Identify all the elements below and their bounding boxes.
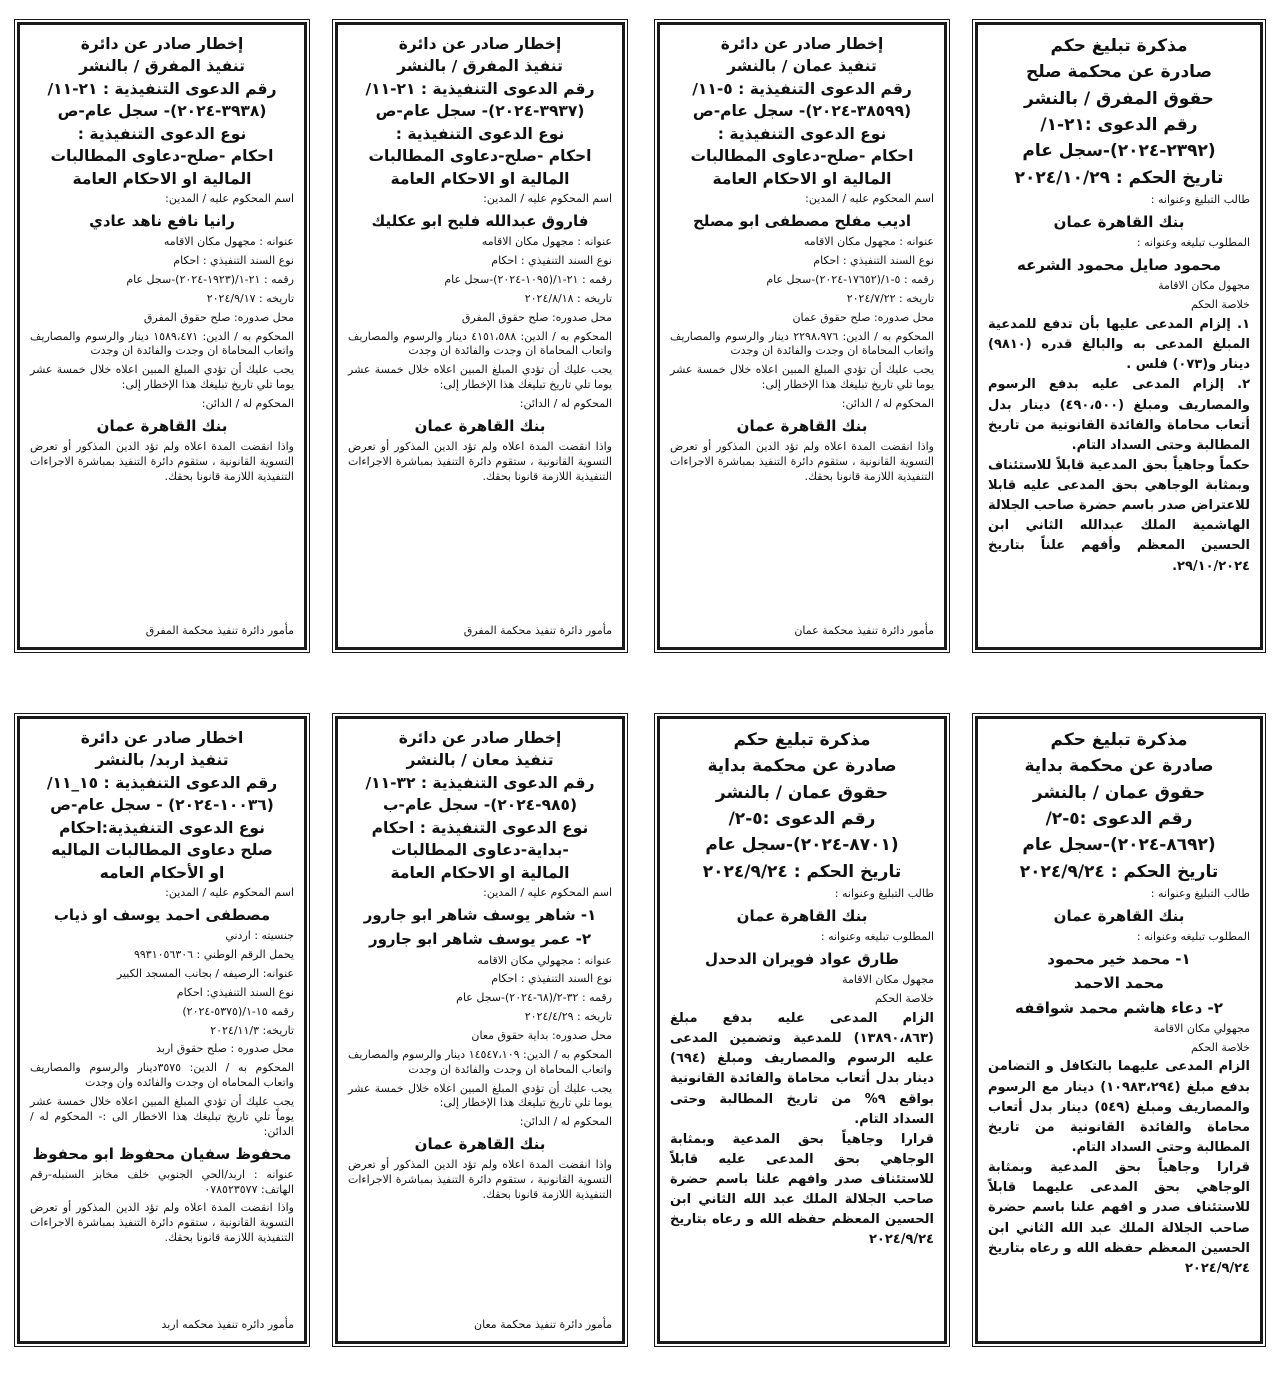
notice-heading-line: نوع الدعوى التنفيذية : <box>717 124 887 143</box>
notice-judgment-mafraq <box>975 22 1263 650</box>
notice-signature: مأمور دائرة تنفيذ محكمة المفرق <box>463 624 612 638</box>
notice-heading-line: اخطار صادر عن دائرة <box>80 729 244 747</box>
party-name: بنك القاهرة عمان <box>736 906 868 925</box>
ruling-paragraph: ١. إلزام المدعى عليها بأن تدفع للمدعية المبلغ المدعى به والبالغ قدره (٩٨١٠) دينار و(٠٧٣) فلس . <box>988 316 1250 373</box>
party-name: اديب مفلح مصطفى ابو مصلح <box>692 212 912 231</box>
notice-heading-line: تاريخ الحكم : ٢٠٢٤/٩/٢٤ <box>702 861 902 882</box>
notice-text: رقمه : ٥-١/(١٧٦٥٢-٢٠٢٤)-سجل عام <box>766 273 934 287</box>
notice-text: خلاصة الحكم <box>874 992 934 1006</box>
notice-text: عنوانه : مجهولي مكان الاقامه <box>477 953 612 967</box>
notice-execution-maan <box>335 716 625 1344</box>
notice-text: يجب عليك أن تؤدي المبلغ المبين اعلاه خلال خمسة عشر يوماً تلي تاريخ تبليغك هذا الاخطار الى :- المحكوم له / الدائن: <box>30 1094 294 1138</box>
notice-text: واذا انقضت المدة اعلاه ولم تؤد الدين المذكور أو تعرض التسوية القانونية ، ستقوم دائرة التنفيذ بمباشرة الاجراءات التنفيذية اللازمة قانونا بحقك. <box>670 440 934 483</box>
notice-text: عنوانه : مجهول مكان الاقامه <box>803 235 934 249</box>
notice-text: يجب عليك أن تؤدي المبلغ المبين اعلاه خلال خمسة عشر يوما تلي تاريخ تبليغك هذا الإخطار إلى: <box>30 363 294 392</box>
notice-text: المطلوب تبليغه وعنوانه : <box>1136 930 1250 944</box>
notice-execution-mafraq-3938 <box>17 22 307 650</box>
notice-text: واذا انقضت المدة اعلاه ولم تؤد الدين المذكور أو تعرض التسوية القانونية ، ستقوم دائرة التنفيذ بمباشرة الاجراءات التنفيذية اللازمة قانونا بحقك. <box>30 440 294 483</box>
notice-heading-line: رقم الدعوى :٥-٢/ <box>728 809 876 830</box>
notice-text: مجهول مكان الاقامة <box>1158 279 1250 293</box>
party-name: بنك القاهرة عمان <box>414 1135 546 1154</box>
notice-text: محل صدوره: صلح حقوق المفرق <box>461 310 612 324</box>
notice-text: اسم المحكوم عليه / المدين: <box>165 886 294 900</box>
notice-heading-line: احكام -صلح-دعاوى المطالبات <box>368 147 592 166</box>
notice-heading-line: صلح دعاوى المطالبات الماليه <box>51 841 273 860</box>
notice-text: تاريخه : ٢٠٢٤/٧/٢٢ <box>846 291 934 305</box>
ruling-paragraph: الزام المدعى عليهما بالتكافل و التضامن بدفع مبلغ (١٠٩٨٣،٢٩٤) دينار مع الرسوم والمصاريف ومبلغ (٥٤٩) دينار بدل أتعاب محاماة والفائدة القانونية من تاريخ المطالبة وحتى السداد التام. <box>988 1059 1251 1155</box>
notice-heading-line: -بداية-دعاوى المطالبات <box>391 841 569 860</box>
notice-heading-line: رقم الدعوى :٥-٢/ <box>1045 809 1193 830</box>
notice-heading-line: رقم الدعوى :٢١-١/ <box>1040 115 1198 136</box>
party-name: ٢- عمر يوسف شاهر ابو جارور <box>368 930 592 949</box>
notice-text: يجب عليك أن تؤدي المبلغ المبين اعلاه خلال خمسة عشر يوما تلي تاريخ تبليغك هذا الإخطار إلى: <box>348 363 612 392</box>
notice-text: المطلوب تبليغه وعنوانه : <box>1136 236 1250 250</box>
notice-heading-line: رقم الدعوى التنفيذية : ١٥_١١/ <box>46 773 278 792</box>
notice-heading-line: رقم الدعوى التنفيذية : ٥-١١/ <box>692 79 912 98</box>
notice-text: اسم المحكوم عليه / المدين: <box>805 192 934 206</box>
party-name: محفوظ سفيان محفوظ ابو محفوظ <box>32 1144 292 1163</box>
notice-text: المحكوم له / الدائن: <box>519 1115 612 1129</box>
notice-signature: مأمور دائرة تنفيذ محكمة معان <box>474 1318 612 1332</box>
notice-text: تاريخه: ٢٠٢٤/١١/٣ <box>210 1023 294 1037</box>
notice-text: واذا انقضت المدة اعلاه ولم تؤد الدين المذكور أو تعرض التسوية القانونية ، ستقوم دائرة التنفيذ بمباشرة الاجراءات التنفيذية اللازمة قانونا بحقك. <box>348 440 612 483</box>
notice-text: رقمه ١٥-١/(٥٣٧٥-٢٠٢٤) <box>182 1004 294 1018</box>
notice-heading-line: تنفيذ المفرق / بالنشر <box>79 57 245 76</box>
party-name: طارق عواد فويران الدحدل <box>704 950 900 968</box>
notice-text: جنسيته : اردني <box>225 929 294 943</box>
notice-text: اسم المحكوم عليه / المدين: <box>165 192 294 206</box>
notice-heading-line: (١٠٠٣٦-٢٠٢٤) - سجل عام-ص <box>50 796 274 815</box>
notice-text: نوع السند التنفيذي : احكام <box>491 254 612 268</box>
notice-heading-line: المالية او الاحكام العامة <box>390 169 570 188</box>
notice-heading-line: (٣٩٣٧-٢٠٢٤)- سجل عام-ص <box>375 102 585 121</box>
notice-heading-line: نوع الدعوى التنفيذية : <box>395 124 565 143</box>
notice-text: المحكوم له / الدائن: <box>201 396 294 410</box>
notice-heading-line: او الأحكام العامه <box>99 863 225 882</box>
notice-heading-line: نوع الدعوى التنفيذية : احكام <box>371 818 589 837</box>
notice-heading-line: مذكرة تبليغ حكم <box>1050 36 1188 56</box>
notice-text: تاريخه : ٢٠٢٤/٤/٢٩ <box>524 1010 612 1024</box>
notice-text: تاريخه : ٢٠٢٤/٩/١٧ <box>206 291 294 305</box>
notice-text: محل صدوره: صلح حقوق عمان <box>792 310 934 324</box>
notice-text: عنوانه : مجهول مكان الاقامه <box>163 235 294 249</box>
notice-text: المطلوب تبليغه وعنوانه : <box>820 930 934 944</box>
party-name: بنك القاهرة عمان <box>96 416 228 435</box>
ruling-paragraph: ٢. إلزام المدعى عليه بدفع الرسوم والمصاريف ومبلغ (٤٩٠،٥٠٠) دينار بدل أتعاب محاماة والفائدة القانونية من تاريخ المطالبة وحتى السداد التام. <box>988 377 1250 453</box>
notice-heading-line: (٩٨٥-٢٠٢٤)- سجل عام-ب <box>382 796 578 815</box>
party-name: ٢- دعاء هاشم محمد شواقفه <box>1015 998 1223 1017</box>
notice-execution-amman <box>657 22 947 650</box>
notice-heading-line: المالية او الاحكام العامة <box>712 169 892 188</box>
notice-text: خلاصة الحكم <box>1190 1040 1250 1054</box>
notice-heading-line: رقم الدعوى التنفيذية : ٣٢-١١/ <box>365 773 595 792</box>
notice-heading-line: رقم الدعوى التنفيذية : ٢١-١١/ <box>47 79 277 98</box>
notice-text: نوع السند التنفيذي: احكام <box>176 985 294 999</box>
notice-text: رقمه : ٢١-١/(١٩٢٣-٢٠٢٤)-سجل عام <box>126 273 294 287</box>
notice-heading-line: تنفيذ اربد/ بالنشر <box>95 751 229 770</box>
party-name: ١- محمد خير محمود <box>1047 950 1191 968</box>
notice-text: محل صدوره : صلح حقوق اربد <box>156 1042 294 1056</box>
party-name: مصطفى احمد يوسف او ذياب <box>53 906 271 925</box>
notice-text: عنوانه : اربد/الحي الجنوبي خلف مخابز السنبله-رقم الهاتف: ٠٧٨٥٢٣٥٧٧ <box>30 1167 294 1196</box>
notice-text: المحكوم به / الدين: ١٥٨٩،٤٧١ دينار والرسوم والمصاريف واتعاب المحاماة ان وجدت والفائدة ان وجدت <box>30 329 294 358</box>
notice-heading-line: (٨٦٩٢-٢٠٢٤)-سجل عام <box>1022 835 1216 856</box>
notice-heading-line: صادرة عن محكمة بداية <box>707 756 897 777</box>
notice-heading-line: تاريخ الحكم : ٢٠٢٤/١٠/٢٩ <box>1014 167 1224 188</box>
ruling-paragraph: الزام المدعى عليه بدفع مبلغ (١٣٨٩٠،٨٦٣) للمدعية وتضمين المدعى عليه الرسوم والمصاريف ومبلغ (٦٩٤) دينار بدل أتعاب محاماة والفائدة القانونية بواقع ٩% من تاريخ المطالبة وحتى السداد التام. <box>670 1010 935 1127</box>
notice-text: عنوانه : مجهول مكان الاقامه <box>481 235 612 249</box>
notice-text: مجهولي مكان الاقامة <box>1153 1021 1250 1035</box>
notice-judgment-amman-8701 <box>657 716 947 1344</box>
notice-signature: مأمور دائرة تنفيذ محكمة المفرق <box>145 624 294 638</box>
party-name: بنك القاهرة عمان <box>414 416 546 435</box>
notice-text: عنوانه: الرصيفه / بجانب المسجد الكبير <box>116 967 294 981</box>
notice-text: رقمه : ٢١-١/(١٠٩٥-٢٠٢٤)-سجل عام <box>444 273 612 287</box>
notice-text: المحكوم به / الدين: ٤١٥١،٥٨٨ دينار والرسوم والمصاريف واتعاب المحاماة ان وجدت والفائدة ان وجدت <box>348 329 612 358</box>
notice-heading-line: إخطار صادر عن دائرة <box>720 35 884 53</box>
notice-heading-line: إخطار صادر عن دائرة <box>398 729 562 747</box>
notice-heading-line: مذكرة تبليغ حكم <box>1050 730 1188 750</box>
notice-text: اسم المحكوم عليه / المدين: <box>483 886 612 900</box>
notice-text: نوع السند التنفيذي : احكام <box>813 254 934 268</box>
notice-judgment-amman-8692 <box>975 716 1263 1344</box>
notice-text: مجهول مكان الاقامة <box>842 973 934 987</box>
party-name: رانيا نافع ناهد عادي <box>89 212 235 231</box>
notice-text: خلاصة الحكم <box>1190 298 1250 312</box>
ruling-paragraph: قرارا وجاهياً بحق المدعية وبمثابة الوجاهي بحق المدعى عليهما قابلاً للاستئناف صدر و افهم علنا باسم حضرة صاحب الجلالة الملك عبد الله الثاني ابن الحسين المعظم حفظه الله و رعاه بتاريخ ٢٠٢٤/٩/٢٤ <box>988 1160 1250 1276</box>
notice-heading-line: حقوق عمان / بالنشر <box>1032 782 1206 803</box>
notice-text: نوع السند التنفيذي : احكام <box>491 972 612 986</box>
notice-text: محل صدوره: بداية حقوق معان <box>471 1029 612 1042</box>
notice-heading-line: صادرة عن محكمة بداية <box>1024 756 1214 777</box>
notice-text: واذا انقضت المدة اعلاه ولم تؤد الدين المذكور أو تعرض التسوية القانونية ، ستقوم دائرة التنفيذ بمباشرة الاجراءات التنفيذية اللازمة قانونا بحقك. <box>30 1201 294 1245</box>
party-name: فاروق عبدالله فليح ابو عكليك <box>371 212 589 231</box>
notice-heading-line: (٣٩٣٨-٢٠٢٤)- سجل عام-ص <box>57 102 267 121</box>
notice-heading-line: نوع الدعوى التنفيذية : <box>77 124 247 143</box>
notice-text: تاريخه : ٢٠٢٤/٨/١٨ <box>524 291 612 305</box>
notice-heading-line: حقوق عمان / بالنشر <box>715 782 889 803</box>
notice-text: رقمه : ٣٢-٢/(٦٨-٢٠٢٤)-سجل عام <box>456 991 612 1005</box>
notice-text: طالب التبليغ وعنوانه : <box>1150 887 1250 901</box>
ruling-paragraph: حكماً وجاهياً بحق المدعية قابلاً للاستئناف وبمثابة الوجاهي بحق المدعى عليه قابلا للاعتراض صدر باسم حضرة صاحب الجلالة الهاشمية الملك عبدالله الثاني ابن الحسين المعظم وأفهم علناً بتاريخ ٢٩/١٠/٢٠٢٤. <box>988 457 1250 574</box>
notice-heading-line: المالية او الاحكام العامة <box>390 863 570 882</box>
notice-signature: مأمور دائره تنفيذ محكمه اربد <box>161 1318 294 1332</box>
notice-heading-line: تنفيذ المفرق / بالنشر <box>397 57 563 76</box>
party-name: محمود صايل محمود الشرعه <box>1016 256 1222 274</box>
notice-heading-line: تنفيذ معان / بالنشر <box>406 751 554 770</box>
party-name: بنك القاهرة عمان <box>1053 212 1185 231</box>
notice-heading-line: نوع الدعوى التنفيذية:احكام <box>59 818 265 837</box>
notice-heading-line: احكام -صلح-دعاوى المطالبات <box>50 147 274 166</box>
party-name: محمد الاحمد <box>1074 974 1164 993</box>
notice-heading-line: حقوق المفرق / بالنشر <box>1024 88 1214 109</box>
notice-heading-line: تنفيذ عمان / بالنشر <box>727 57 877 76</box>
notice-text: المحكوم له / الدائن: <box>841 396 934 410</box>
notice-text: يجب عليك أن تؤدي المبلغ المبين اعلاه خلال خمسة عشر يوما تلي تاريخ تبليغك هذا الإخطار إلى: <box>670 363 934 392</box>
notice-text: المحكوم به / الدين: ١٤٥٤٧،١٠٩ دينار والرسوم والمصاريف واتعاب المحاماة ان وجدت والفائدة ان وجدت <box>348 1047 612 1076</box>
notice-heading-line: (٨٧٠١-٢٠٢٤)-سجل عام <box>705 835 899 856</box>
notice-text: المحكوم له / الدائن: <box>519 396 612 410</box>
notice-execution-irbid <box>17 716 307 1344</box>
ruling-paragraph: قرارا وجاهياً بحق المدعية وبمثابة الوجاهي بحق المدعى عليه قابلاً للاستئناف صدر وافهم علنا باسم حضرة صاحب الجلالة الملك عبد الله الثاني ابن الحسين المعظم حفظه الله و رعاه بتاريخ ٢٠٢٤/٩/٢٤ <box>670 1131 934 1248</box>
party-name: بنك القاهرة عمان <box>736 416 868 435</box>
notice-execution-mafraq-3937 <box>335 22 625 650</box>
notice-text: محل صدوره: صلح حقوق المفرق <box>143 310 294 324</box>
notice-text: نوع السند التنفيذي : احكام <box>173 254 294 268</box>
notice-heading-line: مذكرة تبليغ حكم <box>733 730 871 750</box>
notice-heading-line: احكام -صلح-دعاوى المطالبات <box>690 147 914 166</box>
notice-heading-line: إخطار صادر عن دائرة <box>80 35 244 53</box>
notice-text: واذا انقضت المدة اعلاه ولم تؤد الدين المذكور أو تعرض التسوية القانونية ، ستقوم دائرة التنفيذ بمباشرة الاجراءات التنفيذية اللازمة قانونا بحقك. <box>348 1158 612 1201</box>
notice-text: المحكوم به / الدين: ٢٢٩٨،٩٧٦ دينار والرسوم والمصاريف واتعاب المحاماة ان وجدت والفائدة ان وجدت <box>670 329 934 358</box>
notice-text: طالب التبليغ وعنوانه : <box>834 887 934 901</box>
party-name: ١- شاهر يوسف شاهر ابو جارور <box>363 906 597 925</box>
notice-heading-line: (٣٨٥٩٩-٢٠٢٤)- سجل عام-ص <box>692 102 912 121</box>
notice-heading-line: إخطار صادر عن دائرة <box>398 35 562 53</box>
notice-text: المحكوم به / الدين: ٣٥٧٥دينار والرسوم والمصاريف واتعاب المحاماه ان وجدت والفائده وان وجدت <box>30 1061 294 1090</box>
notice-text: طالب التبليغ وعنوانه : <box>1150 193 1250 207</box>
notice-heading-line: صادرة عن محكمة صلح <box>1025 62 1212 83</box>
notice-heading-line: المالية او الاحكام العامة <box>72 169 252 188</box>
notice-heading-line: (٢٣٩٢-٢٠٢٤)-سجل عام <box>1022 141 1216 162</box>
notice-signature: مأمور دائرة تنفيذ محكمة عمان <box>794 624 934 638</box>
party-name: بنك القاهرة عمان <box>1053 906 1185 925</box>
notice-text: اسم المحكوم عليه / المدين: <box>483 192 612 206</box>
notice-heading-line: تاريخ الحكم : ٢٠٢٤/٩/٢٤ <box>1019 861 1219 882</box>
notice-text: يحمل الرقم الوطني : ٩٩٣١٠٥٦٣٠٦ <box>133 948 294 962</box>
notice-text: يجب عليك أن تؤدي المبلغ المبين اعلاه خلال خمسة عشر يوما تلي تاريخ تبليغك هذا الإخطار إلى: <box>348 1081 612 1110</box>
notice-heading-line: رقم الدعوى التنفيذية : ٢١-١١/ <box>365 79 595 98</box>
